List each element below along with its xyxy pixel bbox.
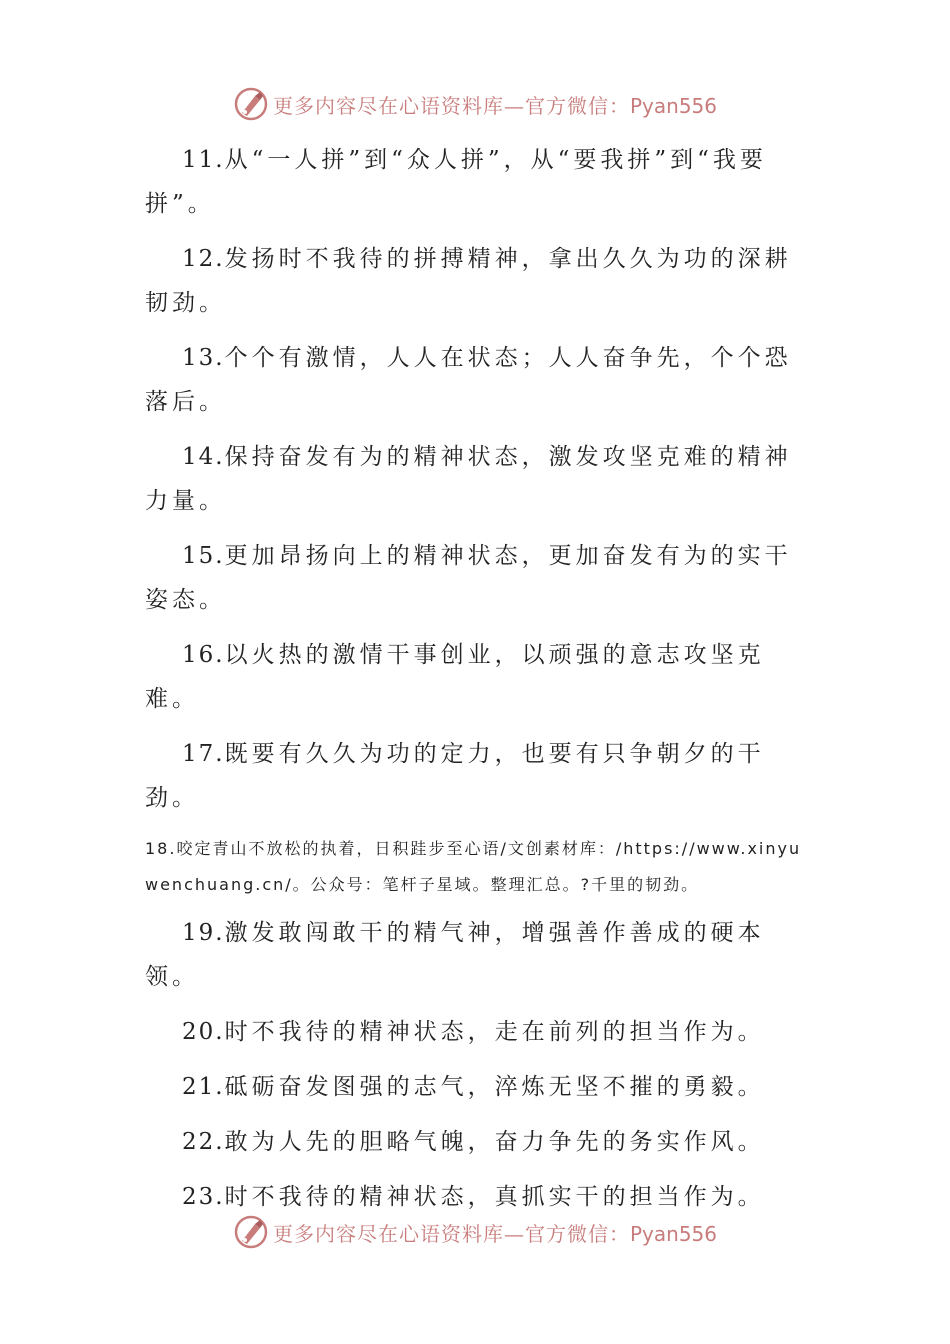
list-item: 23.时不我待的精神状态，真抓实干的担当作为。	[182, 1184, 765, 1210]
list-item: 16.以火热的激情干事创业，以顽强的意志攻坚克难。	[145, 642, 765, 712]
list-item: 19.激发敢闯敢干的精气神，增强善作善成的硬本领。	[145, 920, 765, 990]
list-item: 17.既要有久久为功的定力，也要有只争朝夕的干劲。	[145, 741, 765, 811]
list-item: 11.从“一人拼”到“众人拼”，从“要我拼”到“我要拼”。	[145, 147, 767, 217]
banner-text: 更多内容尽在心语资料库—官方微信：Pyan556	[272, 1221, 717, 1246]
pen-logo-icon	[233, 86, 269, 122]
list-item: 21.砥砺奋发图强的志气，淬炼无坚不摧的勇毅。	[182, 1074, 765, 1100]
banner-text: 更多内容尽在心语资料库—官方微信：Pyan556	[272, 93, 717, 118]
list-item: 22.敢为人先的胆略气魄，奋力争先的务实作风。	[182, 1129, 765, 1155]
banner-wechat-id: Pyan556	[629, 1221, 717, 1246]
list-item: 13.个个有激情，人人在状态；人人奋争先，个个恐落后。	[145, 345, 792, 415]
list-item: 20.时不我待的精神状态，走在前列的担当作为。	[182, 1019, 765, 1045]
banner-wechat-id: Pyan556	[629, 93, 717, 118]
list-item: 12.发扬时不我待的拼搏精神，拿出久久为功的深耕韧劲。	[145, 246, 792, 316]
header-banner	[0, 82, 950, 126]
list-item: 15.更加昂扬向上的精神状态，更加奋发有为的实干姿态。	[145, 543, 792, 613]
pen-logo-icon	[233, 1214, 269, 1250]
footer-banner	[0, 1210, 950, 1254]
list-item: 18.咬定青山不放松的执着，日积跬步至心语/文创素材库：/https://www.xinyuwenchuang.cn/。公众号：笔杆子星域。整理汇总。?千里的韧劲。	[145, 839, 802, 894]
document-body	[145, 138, 810, 1230]
list-item: 14.保持奋发有为的精神状态，激发攻坚克难的精神力量。	[145, 444, 792, 514]
